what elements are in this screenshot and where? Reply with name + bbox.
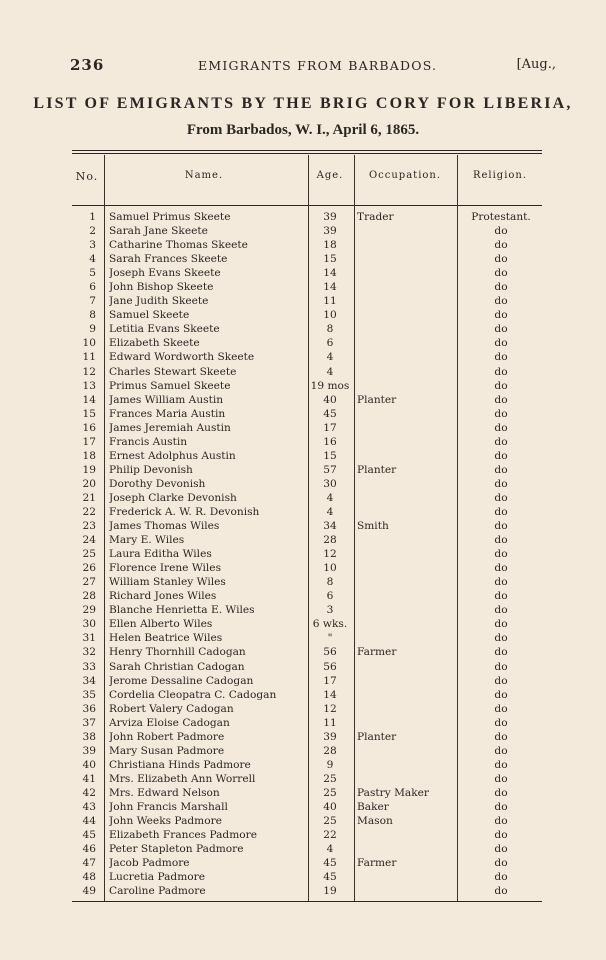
emigrant-name: Francis Austin [109, 435, 188, 448]
column-header-no: No. [75, 170, 99, 183]
emigrant-religion: do [494, 477, 508, 490]
emigrant-religion: do [494, 660, 508, 673]
emigrant-age: 8 [326, 323, 334, 336]
emigrant-age: 15 [323, 449, 337, 462]
row-number: 11 [82, 351, 96, 364]
emigrant-religion: do [494, 253, 508, 266]
emigrant-religion: do [494, 281, 508, 294]
emigrant-name: Charles Stewart Skeete [109, 365, 237, 378]
row-number: 49 [82, 885, 96, 898]
emigrant-religion: do [494, 239, 508, 252]
row-number: 24 [82, 534, 96, 547]
emigrant-religion: do [494, 758, 508, 771]
emigrant-religion: do [494, 351, 508, 364]
row-number: 2 [89, 225, 96, 238]
emigrant-age: 19 [323, 885, 337, 898]
emigrant-age: 8 [326, 576, 334, 589]
emigrant-age: " [327, 632, 333, 645]
emigrant-name: Mary E. Wiles [109, 534, 185, 547]
row-number: 41 [82, 772, 96, 785]
emigrant-name: James Jeremiah Austin [109, 421, 231, 434]
emigrant-name: Jane Judith Skeete [109, 295, 209, 308]
column-header-religion: Religion. [472, 170, 528, 181]
emigrant-religion: do [494, 857, 508, 870]
row-number: 15 [82, 407, 96, 420]
emigrant-age: 3 [326, 604, 334, 617]
table-row [72, 744, 542, 758]
emigrant-religion: do [494, 225, 508, 238]
row-number: 40 [82, 758, 96, 771]
row-number: 27 [82, 576, 96, 589]
emigrant-name: Blanche Henrietta E. Wiles [109, 604, 255, 617]
table-row [72, 294, 542, 308]
emigrant-name: Ellen Alberto Wiles [109, 618, 213, 631]
emigrant-religion: do [494, 576, 508, 589]
row-number: 33 [82, 660, 96, 673]
row-number: 7 [89, 295, 96, 308]
emigrant-age: 14 [323, 267, 337, 280]
table-row [72, 730, 542, 744]
emigrant-religion: do [494, 702, 508, 715]
table-row [72, 421, 542, 435]
table-row [72, 828, 542, 842]
table-row [72, 252, 542, 266]
table-row [72, 336, 542, 350]
running-head [70, 56, 556, 76]
table-row [72, 842, 542, 856]
emigrant-religion: do [494, 309, 508, 322]
emigrant-name: Caroline Padmore [109, 885, 206, 898]
emigrant-age: 4 [326, 505, 334, 518]
emigrant-age: 12 [323, 702, 337, 715]
emigrant-name: John Bishop Skeete [109, 281, 214, 294]
row-number: 1 [89, 211, 96, 223]
row-number: 21 [82, 491, 96, 504]
emigrant-religion: do [494, 885, 508, 898]
emigrant-religion: do [494, 786, 508, 799]
emigrant-age: 12 [323, 548, 337, 561]
emigrant-age: 40 [323, 800, 337, 813]
emigrant-name: Cordelia Cleopatra C. Cadogan [109, 688, 277, 701]
emigrant-age: 56 [323, 660, 337, 673]
table-row [72, 505, 542, 519]
emigrant-name: Edward Wordworth Skeete [109, 351, 255, 364]
emigrant-religion: do [494, 688, 508, 701]
table-row [72, 645, 542, 659]
emigrant-name: Mary Susan Padmore [109, 744, 225, 757]
rule-top-double [72, 153, 542, 154]
emigrant-age: 15 [323, 253, 337, 266]
row-number: 12 [82, 365, 96, 378]
emigrant-occupation: Planter [357, 393, 397, 406]
table-row [72, 547, 542, 561]
row-number: 25 [82, 548, 96, 561]
emigrant-religion: do [494, 365, 508, 378]
emigrant-age: 25 [323, 815, 337, 828]
table-row [72, 617, 542, 631]
table-row [72, 660, 542, 674]
emigrant-name: Mrs. Elizabeth Ann Worrell [109, 772, 256, 785]
emigrant-religion: do [494, 674, 508, 687]
emigrant-name: Richard Jones Wiles [109, 590, 217, 603]
emigrant-religion: do [494, 604, 508, 617]
emigrant-name: Jerome Dessaline Cadogan [109, 674, 254, 687]
emigrant-name: Frances Maria Austin [109, 407, 226, 420]
emigrant-religion: do [494, 435, 508, 448]
emigrant-age: 25 [323, 786, 337, 799]
emigrant-religion: do [494, 463, 508, 476]
table-row [72, 491, 542, 505]
emigrant-age: 34 [323, 520, 337, 533]
table-row [72, 631, 542, 645]
table-row [72, 856, 542, 870]
row-number: 45 [82, 829, 96, 842]
emigrant-religion: do [494, 520, 508, 533]
emigrant-name: Peter Stapleton Padmore [109, 843, 244, 856]
emigrant-occupation: Farmer [357, 857, 397, 870]
emigrant-occupation: Farmer [357, 646, 397, 659]
table-row [72, 224, 542, 238]
table-row [72, 308, 542, 322]
table-row [72, 210, 542, 224]
emigrant-religion: do [494, 421, 508, 434]
row-number: 14 [82, 393, 96, 406]
emigrant-age: 16 [323, 435, 337, 448]
emigrant-religion: do [494, 379, 508, 392]
emigrant-religion: do [494, 534, 508, 547]
row-number: 31 [82, 632, 96, 645]
table-row [72, 435, 542, 449]
emigrant-age: 10 [323, 309, 337, 322]
row-number: 23 [82, 520, 96, 533]
emigrant-religion: do [494, 505, 508, 518]
table-row [72, 407, 542, 421]
table-row [72, 870, 542, 884]
emigrant-age: 56 [323, 646, 337, 659]
emigrant-age: 4 [326, 365, 334, 378]
emigrant-name: Christiana Hinds Padmore [109, 758, 251, 771]
emigrant-age: 39 [323, 225, 337, 238]
row-number: 46 [82, 843, 96, 856]
emigrant-religion: do [494, 393, 508, 406]
emigrant-religion: do [494, 646, 508, 659]
emigrant-age: 40 [323, 393, 337, 406]
emigrant-religion: do [494, 295, 508, 308]
emigrant-age: 11 [323, 716, 337, 729]
emigrant-age: 9 [326, 758, 334, 771]
table-row [72, 589, 542, 603]
row-number: 19 [82, 463, 96, 476]
row-number: 48 [82, 871, 96, 884]
emigrant-religion: do [494, 491, 508, 504]
emigrant-religion: do [494, 632, 508, 645]
emigrant-religion: Protestant. [471, 211, 531, 223]
emigrant-religion: do [494, 843, 508, 856]
table-row [72, 463, 542, 477]
row-number: 16 [82, 421, 96, 434]
table-row [72, 449, 542, 463]
table-row [72, 393, 542, 407]
emigrant-name: Jacob Padmore [109, 857, 190, 870]
emigrant-age: 14 [323, 688, 337, 701]
emigrant-age: 11 [323, 295, 337, 308]
emigrant-occupation: Planter [357, 463, 397, 476]
row-number: 42 [82, 786, 96, 799]
rule-header [72, 205, 542, 206]
table-row [72, 365, 542, 379]
emigrant-occupation: Pastry Maker [357, 786, 429, 799]
emigrant-age: 17 [323, 674, 337, 687]
row-number: 29 [82, 604, 96, 617]
emigrant-table [72, 210, 542, 898]
emigrant-religion: do [494, 618, 508, 631]
row-number: 6 [89, 281, 96, 294]
row-number: 9 [89, 323, 96, 336]
emigrant-name: Helen Beatrice Wiles [109, 632, 223, 645]
emigrant-name: Elizabeth Skeete [109, 337, 200, 350]
table-row [72, 688, 542, 702]
emigrant-name: Henry Thornhill Cadogan [109, 646, 246, 659]
emigrant-name: John Francis Marshall [109, 800, 228, 813]
emigrant-religion: do [494, 548, 508, 561]
emigrant-name: Samuel Primus Skeete [109, 211, 231, 223]
row-number: 5 [89, 267, 96, 280]
emigrant-occupation: Planter [357, 730, 397, 743]
row-number: 3 [89, 239, 96, 252]
emigrant-name: Samuel Skeete [109, 309, 190, 322]
row-number: 8 [89, 309, 96, 322]
emigrant-age: 6 wks. [312, 618, 348, 631]
rule-top [72, 150, 542, 151]
running-title: EMIGRANTS FROM BARBADOS. [198, 58, 438, 73]
table-row [72, 772, 542, 786]
emigrant-name: Laura Editha Wiles [109, 548, 212, 561]
emigrant-religion: do [494, 800, 508, 813]
emigrant-name: Sarah Jane Skeete [109, 225, 208, 238]
table-row [72, 814, 542, 828]
row-number: 20 [82, 477, 96, 490]
emigrant-religion: do [494, 337, 508, 350]
emigrant-religion: do [494, 323, 508, 336]
emigrant-age: 18 [323, 239, 337, 252]
row-number: 28 [82, 590, 96, 603]
emigrant-religion: do [494, 449, 508, 462]
emigrant-age: 4 [326, 843, 334, 856]
row-number: 37 [82, 716, 96, 729]
row-number: 44 [82, 815, 96, 828]
emigrant-name: Joseph Clarke Devonish [109, 491, 237, 504]
table-row [72, 603, 542, 617]
emigrant-religion: do [494, 730, 508, 743]
table-row [72, 575, 542, 589]
emigrant-name: Primus Samuel Skeete [109, 379, 231, 392]
column-header-name: Name. [184, 170, 224, 181]
row-number: 4 [89, 253, 96, 266]
column-header-occupation: Occupation. [368, 170, 442, 181]
row-number: 17 [82, 435, 96, 448]
emigrant-age: 57 [323, 463, 337, 476]
emigrant-age: 39 [323, 730, 337, 743]
row-number: 13 [82, 379, 96, 392]
table-row [72, 702, 542, 716]
emigrant-name: Sarah Christian Cadogan [109, 660, 245, 673]
emigrant-age: 17 [323, 421, 337, 434]
emigrant-religion: do [494, 772, 508, 785]
emigrant-name: James William Austin [109, 393, 224, 406]
list-subtitle: From Barbados, W. I., April 6, 1865. [186, 122, 420, 138]
table-row [72, 884, 542, 898]
emigrant-religion: do [494, 590, 508, 603]
table-row [72, 800, 542, 814]
running-month: [Aug., [516, 57, 556, 72]
emigrant-age: 45 [323, 857, 337, 870]
row-number: 38 [82, 730, 96, 743]
emigrant-age: 30 [323, 477, 337, 490]
table-row [72, 674, 542, 688]
row-number: 32 [82, 646, 96, 659]
emigrant-name: Philip Devonish [109, 463, 193, 476]
row-number: 43 [82, 800, 96, 813]
emigrant-age: 19 mos [310, 379, 350, 392]
emigrant-name: Letitia Evans Skeete [109, 323, 220, 336]
emigrant-religion: do [494, 407, 508, 420]
emigrant-religion: do [494, 815, 508, 828]
emigrant-occupation: Baker [357, 800, 389, 813]
table-row [72, 238, 542, 252]
emigrant-occupation: Mason [357, 815, 393, 828]
row-number: 22 [82, 505, 96, 518]
emigrant-name: Arviza Eloise Cadogan [109, 716, 230, 729]
row-number: 10 [82, 337, 96, 350]
row-number: 34 [82, 674, 96, 687]
emigrant-age: 22 [323, 829, 337, 842]
table-row [72, 266, 542, 280]
emigrant-name: John Weeks Padmore [109, 815, 222, 828]
emigrant-name: William Stanley Wiles [109, 576, 226, 589]
emigrant-occupation: Smith [357, 520, 389, 533]
emigrant-name: Lucretia Padmore [109, 871, 205, 884]
table-row [72, 519, 542, 533]
emigrant-name: Catharine Thomas Skeete [109, 239, 248, 252]
emigrant-age: 4 [326, 491, 334, 504]
row-number: 39 [82, 744, 96, 757]
table-row [72, 350, 542, 364]
row-number: 30 [82, 618, 96, 631]
table-row [72, 477, 542, 491]
row-number: 35 [82, 688, 96, 701]
emigrant-age: 28 [323, 744, 337, 757]
emigrant-occupation: Trader [357, 211, 394, 223]
table-row [72, 533, 542, 547]
emigrant-age: 6 [326, 590, 334, 603]
emigrant-religion: do [494, 716, 508, 729]
emigrant-name: Sarah Frances Skeete [109, 253, 228, 266]
emigrant-name: Florence Irene Wiles [109, 562, 222, 575]
emigrant-name: Dorothy Devonish [109, 477, 206, 490]
emigrant-religion: do [494, 562, 508, 575]
emigrant-age: 39 [323, 211, 337, 223]
table-row [72, 561, 542, 575]
emigrant-age: 45 [323, 407, 337, 420]
rule-bottom [72, 901, 542, 902]
list-title: LIST OF EMIGRANTS BY THE BRIG CORY FOR LIBERIA, [33, 95, 573, 112]
emigrant-age: 25 [323, 772, 337, 785]
emigrant-name: James Thomas Wiles [109, 520, 220, 533]
emigrant-name: Elizabeth Frances Padmore [109, 829, 257, 842]
table-row [72, 758, 542, 772]
emigrant-name: Robert Valery Cadogan [109, 702, 234, 715]
table-row [72, 322, 542, 336]
table-row [72, 716, 542, 730]
emigrant-age: 14 [323, 281, 337, 294]
column-header-age: Age. [316, 170, 344, 181]
emigrant-age: 6 [326, 337, 334, 350]
row-number: 36 [82, 702, 96, 715]
emigrant-name: Mrs. Edward Nelson [109, 786, 220, 799]
row-number: 47 [82, 857, 96, 870]
emigrant-religion: do [494, 744, 508, 757]
emigrant-name: Frederick A. W. R. Devonish [109, 505, 260, 518]
emigrant-age: 28 [323, 534, 337, 547]
row-number: 18 [82, 449, 96, 462]
emigrant-religion: do [494, 267, 508, 280]
emigrant-religion: do [494, 829, 508, 842]
emigrant-name: John Robert Padmore [109, 730, 225, 743]
emigrant-age: 45 [323, 871, 337, 884]
table-row [72, 786, 542, 800]
emigrant-name: Joseph Evans Skeete [109, 267, 221, 280]
emigrant-age: 10 [323, 562, 337, 575]
table-row [72, 379, 542, 393]
emigrant-religion: do [494, 871, 508, 884]
emigrant-age: 4 [326, 351, 334, 364]
row-number: 26 [82, 562, 96, 575]
page-number: 236 [70, 56, 105, 74]
emigrant-name: Ernest Adolphus Austin [109, 449, 236, 462]
table-row [72, 280, 542, 294]
